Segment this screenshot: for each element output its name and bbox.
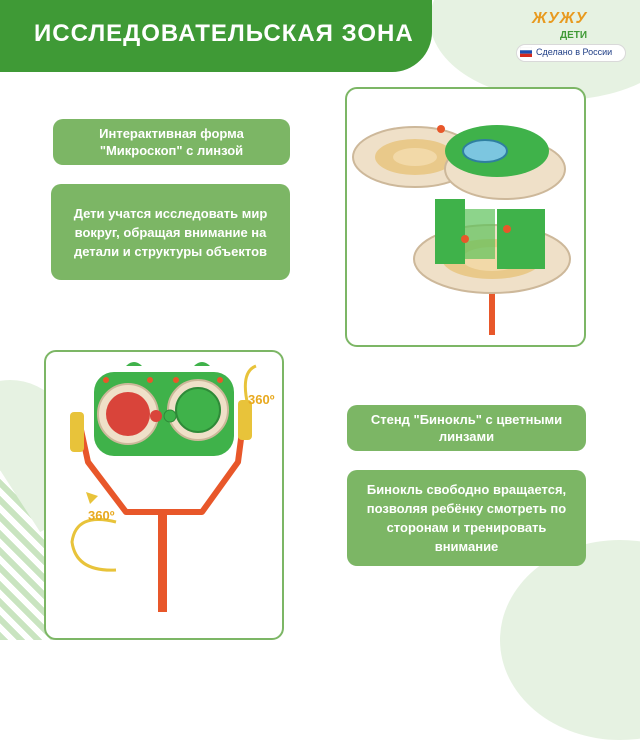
binocular-desc-text: Бинокль свободно вращается, позволяя ребёнку смотреть по сторонам и тренировать внимание [366,482,567,554]
microscope-title-text: Интерактивная форма "Микроскоп" с линзой [99,126,244,158]
binocular-body-shape [94,362,234,456]
binocular-desc-box [347,470,586,566]
microscope-desc-text: Дети учатся исследовать мир вокруг, обращая внимание на детали и структуры объектов [73,205,268,259]
page-title: ИССЛЕДОВАТЕЛЬСКАЯ ЗОНА [34,20,414,47]
brand-sub-text: ДЕТИ [560,30,588,41]
binocular-illustration [46,352,282,640]
microscope-photo-frame [345,87,586,347]
microscope-title-box [53,119,290,165]
made-in-russia-label: Сделано в России [536,47,613,57]
binocular-title-box [347,405,586,451]
microscope-illustration [347,89,584,345]
rotation-label-bottom: 360º [88,508,115,523]
rotation-label-top: 360º [248,392,275,407]
brand-logo-text: ЖУЖУ [532,10,588,27]
rotation-arrow-bottom-icon [72,520,116,571]
background-blob-bottom-right [500,540,640,740]
binocular-title-text: Стенд "Бинокль" с цветными линзами [370,412,563,444]
microscope-desc-box [51,184,290,280]
russia-flag-icon [520,47,532,57]
